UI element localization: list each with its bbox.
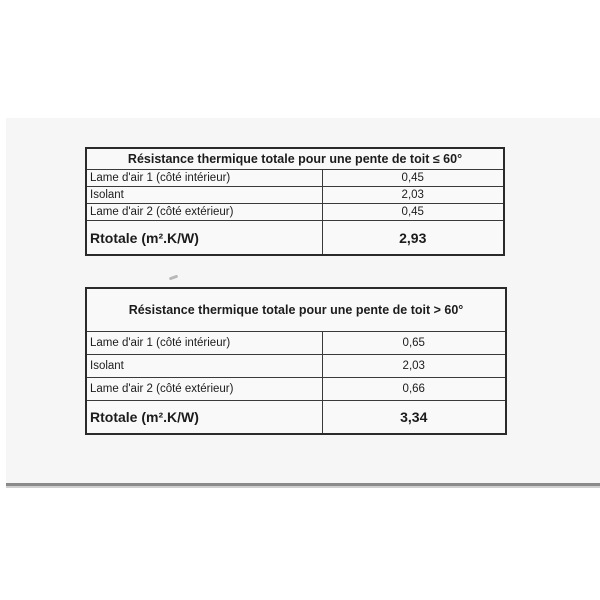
resistance-table-slope-le-60 [85,147,505,256]
table-row [86,187,504,204]
table-row [86,204,504,221]
row-label: Lame d'air 1 (côté intérieur) [86,170,322,187]
table-row [86,355,506,378]
total-label: Rtotale (m².K/W) [86,401,322,435]
sheet-edge-shadow [6,486,600,488]
table-title: Résistance thermique totale pour une pente de toit > 60° [86,288,506,332]
row-value: 0,66 [322,378,506,401]
row-value: 2,03 [322,355,506,378]
row-label: Lame d'air 2 (côté extérieur) [86,378,322,401]
row-label: Isolant [86,187,322,204]
row-value: 0,65 [322,332,506,355]
resistance-table-slope-gt-60 [85,287,507,435]
total-value: 2,93 [322,221,504,256]
table-header-row [86,288,506,332]
table-row [86,170,504,187]
row-value: 2,03 [322,187,504,204]
table-title: Résistance thermique totale pour une pente de toit ≤ 60° [86,148,504,170]
row-value: 0,45 [322,204,504,221]
table-row [86,378,506,401]
total-row [86,401,506,435]
row-value: 0,45 [322,170,504,187]
row-label: Isolant [86,355,322,378]
table-header-row [86,148,504,170]
total-value: 3,34 [322,401,506,435]
table-row [86,332,506,355]
total-label: Rtotale (m².K/W) [86,221,322,256]
total-row [86,221,504,256]
row-label: Lame d'air 2 (côté extérieur) [86,204,322,221]
row-label: Lame d'air 1 (côté intérieur) [86,332,322,355]
